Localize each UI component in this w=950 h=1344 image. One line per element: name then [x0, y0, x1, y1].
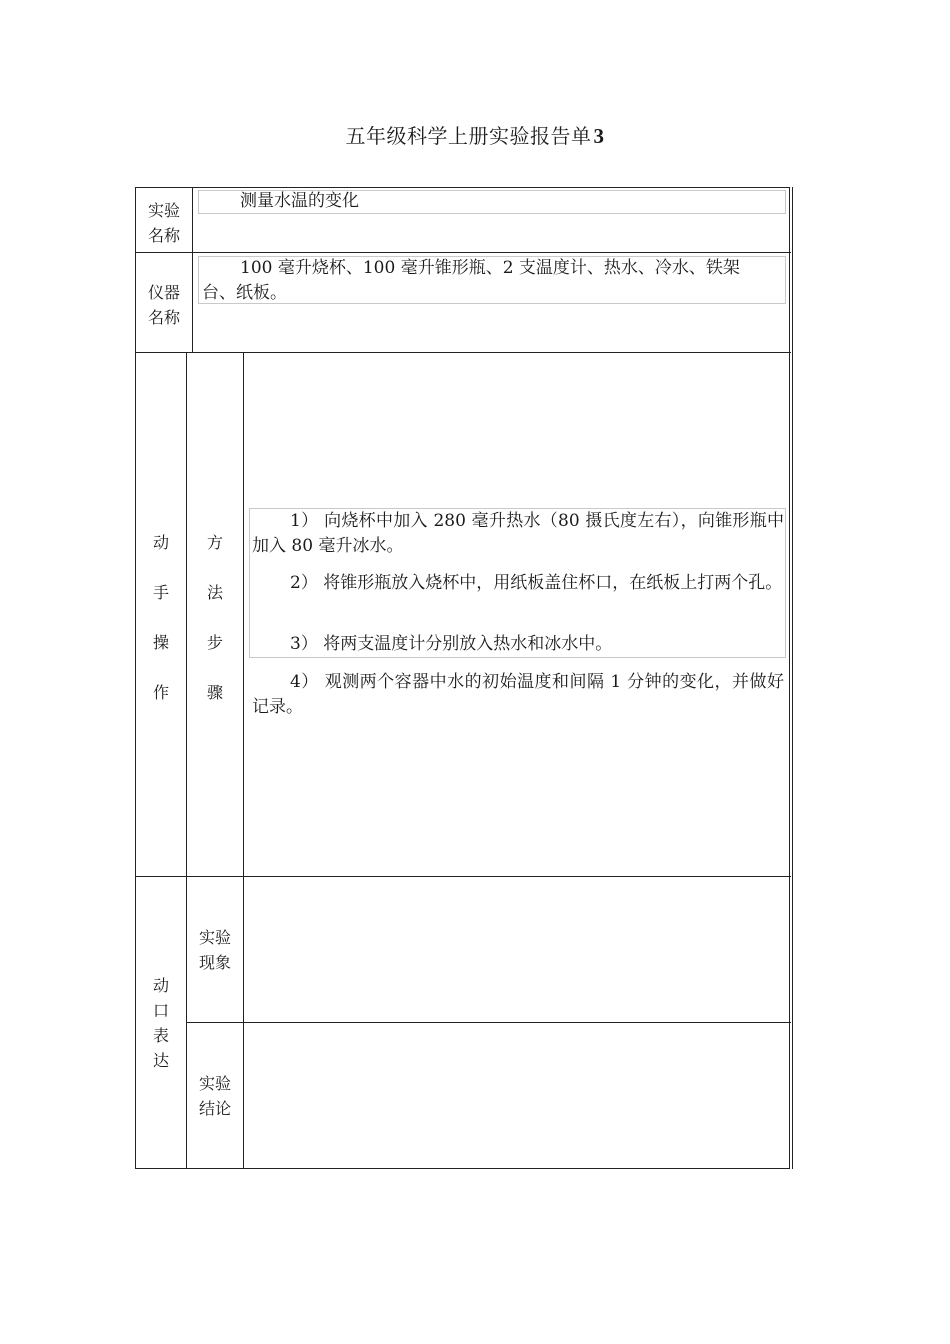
equipment-label [137, 280, 191, 330]
col-divider-sub [243, 352, 244, 1169]
equipment-value [202, 256, 784, 306]
experiment-name-value: 测量水温的变化 [240, 191, 359, 211]
title-number: 3 [593, 124, 605, 148]
phenomenon-value[interactable] [252, 886, 784, 1006]
method-char-3: 步 [206, 633, 223, 652]
step-1 [252, 509, 784, 559]
step-4-marker: 4） [290, 672, 319, 692]
step-3 [252, 632, 784, 657]
table-right-edge [792, 187, 793, 1169]
method-char-2: 法 [206, 583, 223, 602]
step-2-marker: 2） [290, 573, 318, 593]
step-3-text: 将两支温度计分别放入热水和冰水中。 [323, 634, 613, 654]
step-1-text: 向烧杯中加入 280 毫升热水（80 摄氏度左右），向锥形瓶中加入 80 毫升冰水。 [252, 511, 784, 556]
conclusion-label [188, 1071, 242, 1121]
step-4 [252, 670, 784, 720]
oral-char-2: 口 [152, 1001, 169, 1020]
equipment-value-line2: 台、纸板。 [202, 283, 287, 303]
phenomenon-label [188, 925, 242, 975]
step-3-marker: 3） [290, 634, 318, 654]
equipment-value-line1: 100 毫升烧杯、100 毫升锥形瓶、2 支温度计、热水、冷水、铁架 [240, 258, 740, 278]
method-char-1: 方 [206, 533, 223, 552]
oral-section-label [149, 973, 173, 1073]
hands-on-section-label [149, 530, 173, 730]
phenomenon-label-line1: 实验 [198, 928, 231, 947]
oral-char-3: 表 [152, 1026, 169, 1045]
col-divider-section [186, 352, 187, 1169]
row-divider-hands-on [135, 876, 791, 877]
col-divider-header [192, 187, 193, 353]
oral-char-4: 达 [152, 1051, 169, 1070]
page-title [0, 121, 950, 151]
experiment-name-label-line2: 名称 [147, 226, 180, 245]
method-char-4: 骤 [206, 683, 223, 702]
hands-on-char-2: 手 [152, 583, 169, 602]
hands-on-char-3: 操 [152, 633, 169, 652]
step-1-marker: 1） [290, 511, 319, 531]
conclusion-label-line1: 实验 [198, 1074, 231, 1093]
row-divider-phenomenon [186, 1022, 791, 1023]
row-divider-equipment [135, 352, 791, 353]
conclusion-value[interactable] [252, 1032, 784, 1152]
equipment-label-line1: 仪器 [147, 283, 180, 302]
row-divider-name [135, 252, 791, 253]
step-4-text: 观测两个容器中水的初始温度和间隔 1 分钟的变化，并做好记录。 [252, 672, 785, 717]
conclusion-label-line2: 结论 [198, 1099, 231, 1118]
title-text: 五年级科学上册实验报告单 [345, 124, 592, 148]
step-2 [252, 571, 784, 596]
step-2-text: 将锥形瓶放入烧杯中，用纸板盖住杯口，在纸板上打两个孔。 [323, 573, 783, 593]
experiment-name-label-line1: 实验 [147, 201, 180, 220]
oral-char-1: 动 [152, 976, 169, 995]
hands-on-char-1: 动 [152, 533, 169, 552]
experiment-name-label [137, 198, 191, 248]
hands-on-char-4: 作 [152, 683, 169, 702]
equipment-label-line2: 名称 [147, 308, 180, 327]
phenomenon-label-line2: 现象 [198, 953, 231, 972]
method-steps-label [203, 530, 227, 730]
